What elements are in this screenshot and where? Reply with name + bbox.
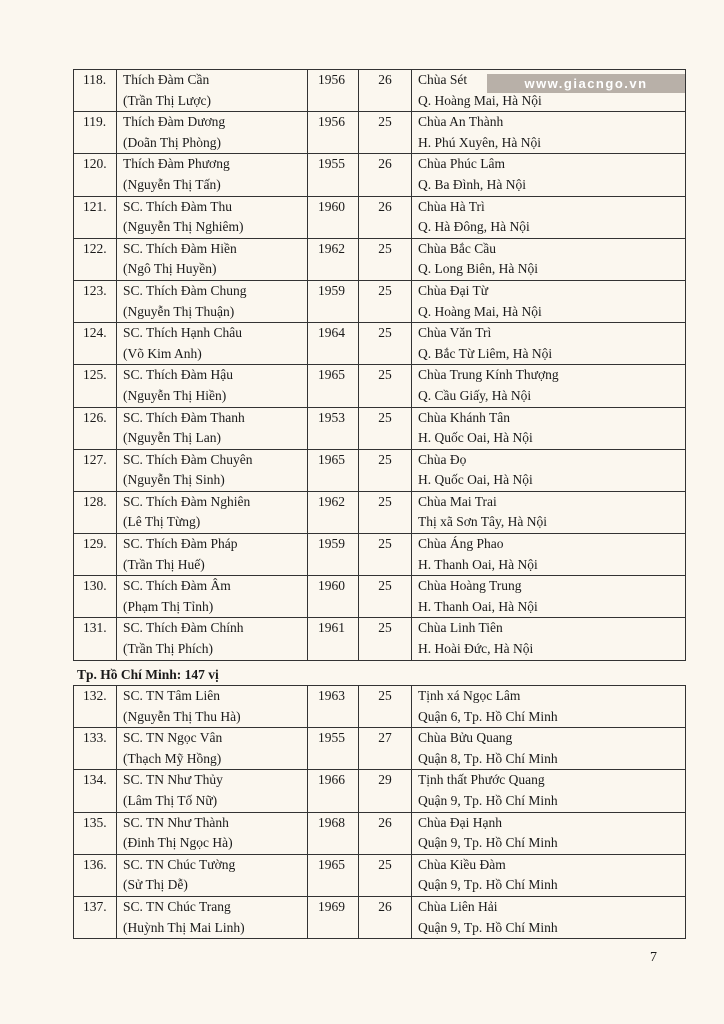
- monastic-name-cell: [117, 686, 308, 728]
- age: 25: [378, 451, 392, 467]
- birth-year-cell: [308, 534, 359, 576]
- secular-name: (Ngô Thị Huyền): [123, 261, 217, 277]
- birth-year-cell: [308, 238, 359, 280]
- monastic-name-cell: [117, 280, 308, 322]
- temple-location: Q. Hà Đông, Hà Nội: [418, 219, 530, 235]
- table-row: [74, 896, 686, 938]
- secular-name: (Lê Thị Từng): [123, 514, 201, 530]
- table-row: [74, 407, 686, 449]
- birth-year-cell: [308, 728, 359, 770]
- birth-year: 1960: [318, 578, 345, 594]
- birth-year: 1955: [318, 156, 345, 172]
- age: 25: [378, 409, 392, 425]
- secular-name: (Võ Kim Anh): [123, 345, 202, 361]
- monastic-name: SC. Thích Đàm Chuyên: [123, 451, 253, 467]
- temple: Chùa Trung Kính Thượng: [418, 367, 559, 383]
- row-number: 118.: [83, 72, 107, 87]
- age-cell: [359, 770, 412, 812]
- birth-year-cell: [308, 449, 359, 491]
- secular-name: (Doãn Thị Phòng): [123, 134, 221, 150]
- temple-location: H. Thanh Oai, Hà Nội: [418, 598, 538, 614]
- birth-year: 1968: [318, 814, 345, 830]
- monastic-name: SC. TN Như Thủy: [123, 772, 223, 788]
- row-number: 136.: [83, 856, 107, 872]
- temple-location: Quận 9, Tp. Hồ Chí Minh: [418, 835, 558, 851]
- row-number-cell: [74, 365, 117, 407]
- row-number-cell: [74, 534, 117, 576]
- age-cell: [359, 618, 412, 660]
- age: 25: [378, 856, 392, 872]
- row-number: 126.: [83, 409, 107, 425]
- row-number: 135.: [83, 814, 107, 830]
- birth-year-cell: [308, 70, 359, 112]
- age: 26: [378, 72, 392, 87]
- age: 26: [378, 814, 392, 830]
- row-number: 119.: [83, 114, 107, 130]
- birth-year-cell: [308, 896, 359, 938]
- table-row: [74, 770, 686, 812]
- table-row: [74, 449, 686, 491]
- secular-name: (Nguyễn Thị Tấn): [123, 176, 221, 192]
- birth-year-cell: [308, 618, 359, 660]
- temple-location: H. Hoài Đức, Hà Nội: [418, 641, 534, 657]
- birth-year: 1953: [318, 409, 345, 425]
- row-number: 122.: [83, 240, 107, 256]
- temple: Chùa Hoàng Trung: [418, 578, 522, 594]
- row-number: 128.: [83, 493, 107, 509]
- age: 25: [378, 367, 392, 383]
- monastic-name-cell: [117, 491, 308, 533]
- row-number-cell: [74, 280, 117, 322]
- monastic-name: SC. Thích Đàm Pháp: [123, 536, 238, 552]
- table-row: [74, 812, 686, 854]
- age-cell: [359, 896, 412, 938]
- temple: Chùa Kiều Đàm: [418, 856, 506, 872]
- temple-cell: [412, 154, 686, 196]
- monastic-name-cell: [117, 534, 308, 576]
- table-row: [74, 491, 686, 533]
- monastic-name-cell: [117, 576, 308, 618]
- birth-year-cell: [308, 112, 359, 154]
- age: 25: [378, 325, 392, 341]
- temple-location: Quận 6, Tp. Hồ Chí Minh: [418, 708, 558, 724]
- ordination-table-hcmc: [73, 685, 686, 939]
- temple: Chùa Linh Tiên: [418, 620, 503, 636]
- monastic-name-cell: [117, 238, 308, 280]
- row-number-cell: [74, 196, 117, 238]
- birth-year: 1956: [318, 114, 345, 130]
- table-row: [74, 686, 686, 728]
- temple-cell: [412, 112, 686, 154]
- temple: Chùa Đại Hạnh: [418, 814, 502, 830]
- temple: Chùa Văn Trì: [418, 325, 492, 341]
- temple: Chùa An Thành: [418, 114, 504, 130]
- temple: Chùa Bắc Cầu: [418, 240, 496, 256]
- birth-year: 1959: [318, 282, 345, 298]
- birth-year-cell: [308, 576, 359, 618]
- monastic-name: SC. Thích Đàm Nghiên: [123, 493, 251, 509]
- age-cell: [359, 491, 412, 533]
- secular-name: (Thạch Mỹ Hồng): [123, 750, 222, 766]
- row-number: 123.: [83, 282, 107, 298]
- row-number: 131.: [83, 620, 107, 636]
- temple: Chùa Bửu Quang: [418, 730, 513, 746]
- secular-name: (Nguyễn Thị Thuận): [123, 303, 235, 319]
- age: 29: [378, 772, 392, 788]
- temple: Chùa Mai Trai: [418, 493, 497, 509]
- temple-cell: [412, 323, 686, 365]
- monastic-name-cell: [117, 896, 308, 938]
- monastic-name-cell: [117, 365, 308, 407]
- birth-year-cell: [308, 407, 359, 449]
- temple: Chùa Đại Từ: [418, 282, 489, 298]
- row-number: 133.: [83, 730, 107, 746]
- temple-cell: [412, 407, 686, 449]
- temple-location: Q. Ba Đình, Hà Nội: [418, 176, 526, 192]
- row-number-cell: [74, 686, 117, 728]
- temple-location: Q. Hoàng Mai, Hà Nội: [418, 92, 542, 108]
- monastic-name: SC. Thích Hạnh Châu: [123, 325, 242, 341]
- age-cell: [359, 534, 412, 576]
- monastic-name-cell: [117, 618, 308, 660]
- monastic-name-cell: [117, 70, 308, 112]
- age-cell: [359, 854, 412, 896]
- temple-location: Quận 9, Tp. Hồ Chí Minh: [418, 792, 558, 808]
- secular-name: (Nguyễn Thị Sinh): [123, 472, 225, 488]
- age-cell: [359, 576, 412, 618]
- secular-name: (Trần Thị Phích): [123, 641, 214, 657]
- row-number: 132.: [83, 688, 107, 703]
- temple-cell: [412, 770, 686, 812]
- table-row: [74, 576, 686, 618]
- monastic-name: SC. Thích Đàm Âm: [123, 578, 231, 594]
- age: 25: [378, 688, 392, 703]
- ordination-table-hanoi: [73, 69, 686, 661]
- temple-location: H. Quốc Oai, Hà Nội: [418, 430, 533, 446]
- temple: Chùa Đọ: [418, 451, 467, 467]
- temple-cell: [412, 491, 686, 533]
- row-number-cell: [74, 323, 117, 365]
- secular-name: (Trần Thị Lược): [123, 92, 211, 108]
- temple-cell: [412, 728, 686, 770]
- monastic-name: SC. TN Chúc Tường: [123, 856, 236, 872]
- watermark-logo: www.giacngo.vn: [487, 74, 685, 93]
- row-number: 125.: [83, 367, 107, 383]
- age-cell: [359, 323, 412, 365]
- table-row: [74, 154, 686, 196]
- monastic-name: Thích Đàm Phương: [123, 156, 230, 172]
- row-number-cell: [74, 238, 117, 280]
- monastic-name: SC. TN Chúc Trang: [123, 898, 231, 914]
- row-number-cell: [74, 618, 117, 660]
- age: 25: [378, 114, 392, 130]
- monastic-name: SC. Thích Đàm Hiền: [123, 240, 237, 256]
- temple-cell: [412, 618, 686, 660]
- row-number-cell: [74, 154, 117, 196]
- row-number-cell: [74, 896, 117, 938]
- monastic-name-cell: [117, 449, 308, 491]
- monastic-name: SC. Thích Đàm Thanh: [123, 409, 245, 425]
- birth-year: 1963: [318, 688, 345, 703]
- temple: Tịnh xá Ngọc Lâm: [418, 688, 521, 703]
- table-row: [74, 534, 686, 576]
- row-number: 137.: [83, 898, 107, 914]
- secular-name: (Lâm Thị Tố Nữ): [123, 792, 218, 808]
- row-number-cell: [74, 112, 117, 154]
- age: 26: [378, 198, 392, 214]
- table-row: [74, 854, 686, 896]
- age-cell: [359, 449, 412, 491]
- birth-year: 1960: [318, 198, 345, 214]
- birth-year-cell: [308, 854, 359, 896]
- age-cell: [359, 154, 412, 196]
- birth-year: 1956: [318, 72, 345, 87]
- temple-cell: [412, 534, 686, 576]
- age: 25: [378, 578, 392, 594]
- row-number: 134.: [83, 772, 107, 788]
- secular-name: (Sử Thị Dễ): [123, 877, 188, 893]
- temple-location: Q. Long Biên, Hà Nội: [418, 261, 538, 277]
- age-cell: [359, 280, 412, 322]
- age-cell: [359, 686, 412, 728]
- birth-year-cell: [308, 812, 359, 854]
- row-number-cell: [74, 728, 117, 770]
- row-number-cell: [74, 449, 117, 491]
- temple: Chùa Sét: [418, 72, 468, 87]
- temple-location: Q. Cầu Giấy, Hà Nội: [418, 387, 532, 403]
- temple-cell: [412, 280, 686, 322]
- secular-name: (Phạm Thị Tỉnh): [123, 598, 214, 614]
- age-cell: [359, 112, 412, 154]
- temple: Chùa Liên Hải: [418, 898, 498, 914]
- row-number-cell: [74, 491, 117, 533]
- birth-year: 1966: [318, 772, 345, 788]
- row-number: 127.: [83, 451, 107, 467]
- secular-name: (Nguyễn Thị Thu Hà): [123, 708, 241, 724]
- temple-cell: [412, 896, 686, 938]
- table-row: [74, 618, 686, 660]
- age: 25: [378, 493, 392, 509]
- age-cell: [359, 365, 412, 407]
- monastic-name: SC. TN Như Thành: [123, 814, 229, 830]
- temple: Chùa Phúc Lâm: [418, 156, 505, 172]
- monastic-name-cell: [117, 854, 308, 896]
- birth-year: 1965: [318, 856, 345, 872]
- age: 25: [378, 536, 392, 552]
- temple-cell: [412, 576, 686, 618]
- monastic-name: SC. Thích Đàm Chính: [123, 620, 244, 636]
- age-cell: [359, 812, 412, 854]
- monastic-name: SC. Thích Đàm Hậu: [123, 367, 233, 383]
- row-number-cell: [74, 770, 117, 812]
- section-title-hcmc: Tp. Hồ Chí Minh: 147 vị: [77, 667, 219, 682]
- secular-name: (Đinh Thị Ngọc Hà): [123, 835, 233, 851]
- table-row: [74, 238, 686, 280]
- temple: Chùa Khánh Tân: [418, 409, 510, 425]
- temple-location: Quận 9, Tp. Hồ Chí Minh: [418, 919, 558, 935]
- birth-year-cell: [308, 323, 359, 365]
- temple-location: Quận 9, Tp. Hồ Chí Minh: [418, 877, 558, 893]
- age-cell: [359, 728, 412, 770]
- temple-location: H. Quốc Oai, Hà Nội: [418, 472, 533, 488]
- birth-year: 1962: [318, 493, 345, 509]
- monastic-name-cell: [117, 728, 308, 770]
- monastic-name-cell: [117, 323, 308, 365]
- monastic-name: SC. TN Ngọc Vân: [123, 730, 223, 746]
- temple-cell: [412, 196, 686, 238]
- row-number-cell: [74, 812, 117, 854]
- temple-location: Quận 8, Tp. Hồ Chí Minh: [418, 750, 558, 766]
- monastic-name-cell: [117, 407, 308, 449]
- row-number: 130.: [83, 578, 107, 594]
- monastic-name-cell: [117, 112, 308, 154]
- temple: Chùa Áng Phao: [418, 536, 504, 552]
- monastic-name: SC. Thích Đàm Chung: [123, 282, 247, 298]
- temple-location: Q. Hoàng Mai, Hà Nội: [418, 303, 542, 319]
- row-number-cell: [74, 854, 117, 896]
- monastic-name: Thích Đàm Cần: [123, 72, 210, 87]
- row-number-cell: [74, 407, 117, 449]
- age: 25: [378, 240, 392, 256]
- temple-cell: [412, 449, 686, 491]
- age: 26: [378, 156, 392, 172]
- row-number: 120.: [83, 156, 107, 172]
- birth-year-cell: [308, 491, 359, 533]
- age: 25: [378, 620, 392, 636]
- temple: Chùa Hà Trì: [418, 198, 485, 214]
- monastic-name-cell: [117, 154, 308, 196]
- temple-cell: [412, 854, 686, 896]
- monastic-name: Thích Đàm Dương: [123, 114, 226, 130]
- birth-year: 1969: [318, 898, 345, 914]
- table-row: [74, 196, 686, 238]
- row-number-cell: [74, 70, 117, 112]
- monastic-name: SC. Thích Đàm Thu: [123, 198, 233, 214]
- age: 25: [378, 282, 392, 298]
- row-number-cell: [74, 576, 117, 618]
- temple-location: Q. Bắc Từ Liêm, Hà Nội: [418, 345, 553, 361]
- temple-location: Thị xã Sơn Tây, Hà Nội: [418, 514, 547, 530]
- birth-year-cell: [308, 686, 359, 728]
- birth-year: 1965: [318, 451, 345, 467]
- temple-location: H. Thanh Oai, Hà Nội: [418, 556, 538, 572]
- temple-cell: [412, 238, 686, 280]
- page-number: 7: [650, 950, 657, 965]
- birth-year-cell: [308, 770, 359, 812]
- secular-name: (Huỳnh Thị Mai Linh): [123, 919, 245, 935]
- birth-year: 1959: [318, 536, 345, 552]
- birth-year-cell: [308, 196, 359, 238]
- age-cell: [359, 238, 412, 280]
- temple-cell: [412, 686, 686, 728]
- temple-cell: [412, 812, 686, 854]
- table-row: [74, 280, 686, 322]
- birth-year-cell: [308, 154, 359, 196]
- age: 27: [378, 730, 392, 746]
- table-row: [74, 323, 686, 365]
- age-cell: [359, 407, 412, 449]
- table-row: [74, 365, 686, 407]
- age: 26: [378, 898, 392, 914]
- temple: Tịnh thất Phước Quang: [418, 772, 545, 788]
- row-number: 129.: [83, 536, 107, 552]
- monastic-name-cell: [117, 812, 308, 854]
- monastic-name: SC. TN Tâm Liên: [123, 688, 220, 703]
- table-row: [74, 112, 686, 154]
- birth-year: 1965: [318, 367, 345, 383]
- age-cell: [359, 70, 412, 112]
- table-row: [74, 728, 686, 770]
- birth-year: 1962: [318, 240, 345, 256]
- temple-cell: [412, 365, 686, 407]
- temple-location: H. Phú Xuyên, Hà Nội: [418, 134, 541, 150]
- monastic-name-cell: [117, 196, 308, 238]
- birth-year-cell: [308, 365, 359, 407]
- row-number: 124.: [83, 325, 107, 341]
- birth-year: 1955: [318, 730, 345, 746]
- birth-year: 1961: [318, 620, 345, 636]
- birth-year-cell: [308, 280, 359, 322]
- monastic-name-cell: [117, 770, 308, 812]
- birth-year: 1964: [318, 325, 345, 341]
- secular-name: (Nguyễn Thị Hiền): [123, 387, 227, 403]
- age-cell: [359, 196, 412, 238]
- secular-name: (Nguyễn Thị Nghiêm): [123, 219, 244, 235]
- row-number: 121.: [83, 198, 107, 214]
- secular-name: (Nguyễn Thị Lan): [123, 430, 221, 446]
- secular-name: (Trần Thị Huế): [123, 556, 205, 572]
